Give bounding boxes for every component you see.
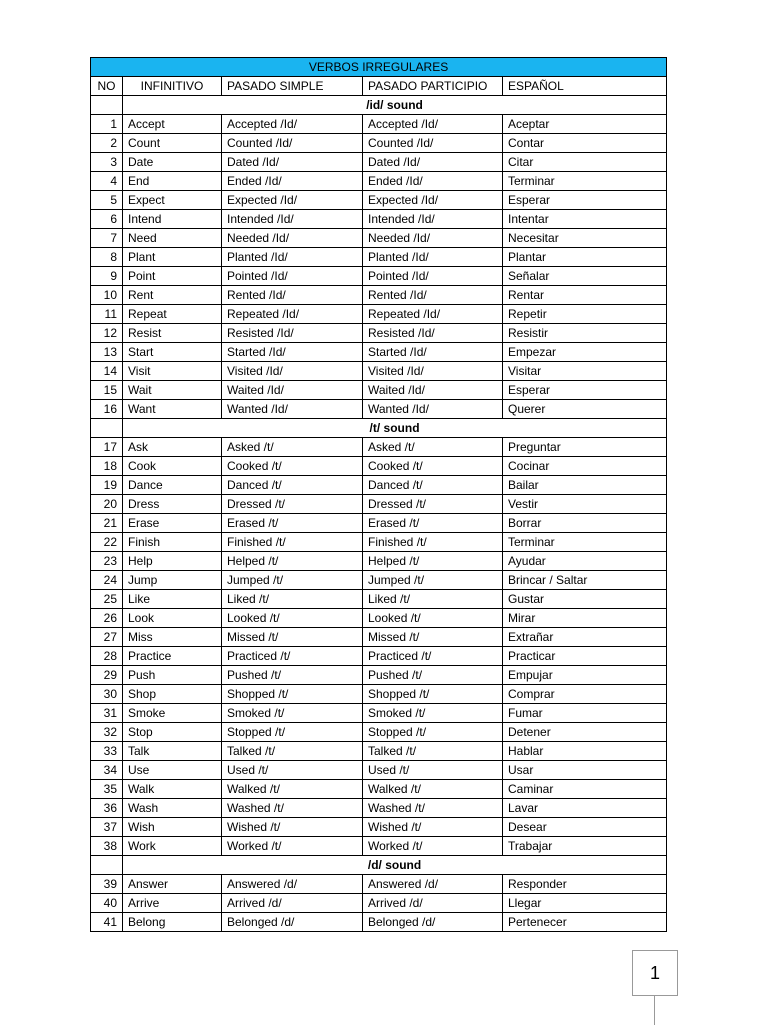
cell-pasado-participio: Waited /Id/ (363, 381, 503, 400)
cell-espanol: Esperar (503, 381, 667, 400)
cell-infinitivo: Answer (123, 875, 222, 894)
table-row (91, 305, 667, 324)
cell-no: 13 (91, 343, 123, 362)
cell-pasado-simple: Worked /t/ (222, 837, 363, 856)
table-row (91, 761, 667, 780)
cell-pasado-participio: Resisted /Id/ (363, 324, 503, 343)
cell-infinitivo: Help (123, 552, 222, 571)
table-row (91, 210, 667, 229)
cell-pasado-participio: Stopped /t/ (363, 723, 503, 742)
cell-infinitivo: Look (123, 609, 222, 628)
cell-pasado-simple: Shopped /t/ (222, 685, 363, 704)
verbs-table (90, 57, 667, 932)
cell-no: 35 (91, 780, 123, 799)
table-row (91, 723, 667, 742)
cell-pasado-simple: Waited /Id/ (222, 381, 363, 400)
cell-pasado-simple: Used /t/ (222, 761, 363, 780)
table-row (91, 286, 667, 305)
cell-pasado-participio: Talked /t/ (363, 742, 503, 761)
cell-espanol: Contar (503, 134, 667, 153)
cell-pasado-simple: Danced /t/ (222, 476, 363, 495)
cell-pasado-participio: Washed /t/ (363, 799, 503, 818)
table-row (91, 742, 667, 761)
cell-pasado-simple: Expected /Id/ (222, 191, 363, 210)
cell-pasado-simple: Needed /Id/ (222, 229, 363, 248)
cell-infinitivo: Date (123, 153, 222, 172)
cell-infinitivo: Rent (123, 286, 222, 305)
cell-infinitivo: Cook (123, 457, 222, 476)
cell-pasado-simple: Planted /Id/ (222, 248, 363, 267)
cell-infinitivo: Ask (123, 438, 222, 457)
cell-pasado-simple: Smoked /t/ (222, 704, 363, 723)
cell-pasado-participio: Arrived /d/ (363, 894, 503, 913)
cell-pasado-simple: Started /Id/ (222, 343, 363, 362)
table-row (91, 647, 667, 666)
cell-espanol: Plantar (503, 248, 667, 267)
cell-espanol: Terminar (503, 172, 667, 191)
table-row (91, 267, 667, 286)
table-row (91, 362, 667, 381)
cell-infinitivo: Need (123, 229, 222, 248)
cell-pasado-participio: Repeated /Id/ (363, 305, 503, 324)
cell-no: 19 (91, 476, 123, 495)
cell-pasado-participio: Jumped /t/ (363, 571, 503, 590)
table-row (91, 533, 667, 552)
cell-no: 27 (91, 628, 123, 647)
cell-pasado-simple: Erased /t/ (222, 514, 363, 533)
cell-no: 39 (91, 875, 123, 894)
cell-espanol: Rentar (503, 286, 667, 305)
cell-pasado-simple: Wanted /Id/ (222, 400, 363, 419)
cell-pasado-simple: Counted /Id/ (222, 134, 363, 153)
cell-no: 12 (91, 324, 123, 343)
cell-espanol: Gustar (503, 590, 667, 609)
cell-infinitivo: Wash (123, 799, 222, 818)
cell-pasado-simple: Accepted /Id/ (222, 115, 363, 134)
table-row (91, 457, 667, 476)
cell-pasado-simple: Liked /t/ (222, 590, 363, 609)
cell-pasado-simple: Jumped /t/ (222, 571, 363, 590)
cell-no: 33 (91, 742, 123, 761)
cell-infinitivo: Smoke (123, 704, 222, 723)
cell-infinitivo: Count (123, 134, 222, 153)
cell-pasado-participio: Used /t/ (363, 761, 503, 780)
cell-infinitivo: End (123, 172, 222, 191)
table-row (91, 818, 667, 837)
table-row (91, 191, 667, 210)
cell-espanol: Hablar (503, 742, 667, 761)
cell-pasado-participio: Danced /t/ (363, 476, 503, 495)
cell-no: 37 (91, 818, 123, 837)
cell-pasado-participio: Practiced /t/ (363, 647, 503, 666)
cell-no: 30 (91, 685, 123, 704)
cell-pasado-simple: Pushed /t/ (222, 666, 363, 685)
cell-infinitivo: Shop (123, 685, 222, 704)
section-row (91, 856, 667, 875)
cell-pasado-simple: Asked /t/ (222, 438, 363, 457)
cell-pasado-simple: Resisted /Id/ (222, 324, 363, 343)
cell-pasado-simple: Dated /Id/ (222, 153, 363, 172)
section-row (91, 419, 667, 438)
header-infinitivo: INFINITIVO (123, 77, 222, 96)
page-number: 1 (649, 962, 660, 983)
table-row (91, 324, 667, 343)
cell-infinitivo: Erase (123, 514, 222, 533)
cell-pasado-participio: Wanted /Id/ (363, 400, 503, 419)
section-label: /id/ sound (123, 96, 667, 115)
cell-infinitivo: Wish (123, 818, 222, 837)
cell-infinitivo: Intend (123, 210, 222, 229)
cell-pasado-simple: Arrived /d/ (222, 894, 363, 913)
cell-pasado-simple: Helped /t/ (222, 552, 363, 571)
header-row (91, 77, 667, 96)
cell-no: 24 (91, 571, 123, 590)
cell-no: 28 (91, 647, 123, 666)
page-number-line (654, 995, 655, 1025)
header-pasado-participio: PASADO PARTICIPIO (363, 77, 503, 96)
cell-pasado-simple: Walked /t/ (222, 780, 363, 799)
title-row (91, 58, 667, 77)
cell-no: 21 (91, 514, 123, 533)
cell-espanol: Aceptar (503, 115, 667, 134)
cell-espanol: Intentar (503, 210, 667, 229)
table-row (91, 704, 667, 723)
cell-pasado-participio: Planted /Id/ (363, 248, 503, 267)
cell-pasado-simple: Answered /d/ (222, 875, 363, 894)
cell-infinitivo: Practice (123, 647, 222, 666)
cell-infinitivo: Walk (123, 780, 222, 799)
table-row (91, 514, 667, 533)
cell-no: 15 (91, 381, 123, 400)
cell-pasado-simple: Practiced /t/ (222, 647, 363, 666)
cell-pasado-participio: Looked /t/ (363, 609, 503, 628)
cell-infinitivo: Like (123, 590, 222, 609)
cell-espanol: Detener (503, 723, 667, 742)
cell-no: 38 (91, 837, 123, 856)
page-number-box (632, 950, 678, 996)
table-row (91, 780, 667, 799)
cell-pasado-simple: Pointed /Id/ (222, 267, 363, 286)
cell-espanol: Repetir (503, 305, 667, 324)
table-row (91, 115, 667, 134)
table-row (91, 875, 667, 894)
cell-infinitivo: Work (123, 837, 222, 856)
cell-espanol: Resistir (503, 324, 667, 343)
cell-pasado-simple: Looked /t/ (222, 609, 363, 628)
table-row (91, 685, 667, 704)
table-title: VERBOS IRREGULARES (91, 58, 667, 77)
table-row (91, 913, 667, 932)
cell-no: 34 (91, 761, 123, 780)
cell-infinitivo: Wait (123, 381, 222, 400)
cell-no: 31 (91, 704, 123, 723)
cell-espanol: Comprar (503, 685, 667, 704)
cell-pasado-simple: Ended /Id/ (222, 172, 363, 191)
table-row (91, 400, 667, 419)
cell-espanol: Trabajar (503, 837, 667, 856)
cell-no: 9 (91, 267, 123, 286)
cell-pasado-participio: Asked /t/ (363, 438, 503, 457)
table-row (91, 343, 667, 362)
cell-pasado-participio: Pointed /Id/ (363, 267, 503, 286)
cell-pasado-participio: Walked /t/ (363, 780, 503, 799)
table-row (91, 609, 667, 628)
table-row (91, 552, 667, 571)
cell-infinitivo: Plant (123, 248, 222, 267)
table-row (91, 438, 667, 457)
cell-no: 5 (91, 191, 123, 210)
cell-infinitivo: Visit (123, 362, 222, 381)
cell-pasado-participio: Helped /t/ (363, 552, 503, 571)
cell-infinitivo: Jump (123, 571, 222, 590)
cell-espanol: Mirar (503, 609, 667, 628)
cell-no: 10 (91, 286, 123, 305)
cell-no: 16 (91, 400, 123, 419)
section-spacer-cell (91, 419, 123, 438)
cell-pasado-participio: Liked /t/ (363, 590, 503, 609)
cell-espanol: Llegar (503, 894, 667, 913)
cell-no: 20 (91, 495, 123, 514)
cell-espanol: Señalar (503, 267, 667, 286)
table-row (91, 153, 667, 172)
cell-espanol: Cocinar (503, 457, 667, 476)
cell-infinitivo: Arrive (123, 894, 222, 913)
cell-espanol: Ayudar (503, 552, 667, 571)
cell-infinitivo: Accept (123, 115, 222, 134)
cell-pasado-participio: Cooked /t/ (363, 457, 503, 476)
cell-no: 22 (91, 533, 123, 552)
table-row (91, 476, 667, 495)
cell-infinitivo: Repeat (123, 305, 222, 324)
cell-espanol: Empezar (503, 343, 667, 362)
cell-pasado-participio: Accepted /Id/ (363, 115, 503, 134)
table-row (91, 799, 667, 818)
cell-pasado-simple: Belonged /d/ (222, 913, 363, 932)
cell-espanol: Practicar (503, 647, 667, 666)
section-spacer-cell (91, 96, 123, 115)
section-label: /d/ sound (123, 856, 667, 875)
cell-infinitivo: Finish (123, 533, 222, 552)
cell-pasado-participio: Expected /Id/ (363, 191, 503, 210)
cell-pasado-participio: Intended /Id/ (363, 210, 503, 229)
cell-no: 29 (91, 666, 123, 685)
cell-pasado-simple: Wished /t/ (222, 818, 363, 837)
cell-pasado-participio: Answered /d/ (363, 875, 503, 894)
cell-infinitivo: Expect (123, 191, 222, 210)
cell-pasado-participio: Needed /Id/ (363, 229, 503, 248)
cell-infinitivo: Stop (123, 723, 222, 742)
cell-no: 25 (91, 590, 123, 609)
cell-espanol: Responder (503, 875, 667, 894)
table-row (91, 628, 667, 647)
cell-no: 8 (91, 248, 123, 267)
cell-no: 18 (91, 457, 123, 476)
cell-pasado-participio: Finished /t/ (363, 533, 503, 552)
cell-infinitivo: Want (123, 400, 222, 419)
cell-no: 36 (91, 799, 123, 818)
cell-espanol: Vestir (503, 495, 667, 514)
table-row (91, 248, 667, 267)
cell-espanol: Preguntar (503, 438, 667, 457)
section-spacer-cell (91, 856, 123, 875)
table-row (91, 837, 667, 856)
cell-infinitivo: Belong (123, 913, 222, 932)
cell-espanol: Extrañar (503, 628, 667, 647)
cell-pasado-simple: Talked /t/ (222, 742, 363, 761)
cell-espanol: Terminar (503, 533, 667, 552)
cell-pasado-participio: Ended /Id/ (363, 172, 503, 191)
cell-infinitivo: Start (123, 343, 222, 362)
cell-pasado-participio: Counted /Id/ (363, 134, 503, 153)
cell-espanol: Usar (503, 761, 667, 780)
cell-infinitivo: Miss (123, 628, 222, 647)
cell-no: 3 (91, 153, 123, 172)
cell-no: 2 (91, 134, 123, 153)
cell-no: 4 (91, 172, 123, 191)
cell-no: 7 (91, 229, 123, 248)
cell-infinitivo: Push (123, 666, 222, 685)
cell-pasado-participio: Shopped /t/ (363, 685, 503, 704)
cell-pasado-participio: Missed /t/ (363, 628, 503, 647)
table-row (91, 381, 667, 400)
section-row (91, 96, 667, 115)
cell-pasado-participio: Pushed /t/ (363, 666, 503, 685)
cell-pasado-participio: Smoked /t/ (363, 704, 503, 723)
table-row (91, 172, 667, 191)
cell-pasado-participio: Erased /t/ (363, 514, 503, 533)
table-row (91, 666, 667, 685)
cell-no: 40 (91, 894, 123, 913)
cell-pasado-participio: Wished /t/ (363, 818, 503, 837)
cell-no: 32 (91, 723, 123, 742)
cell-pasado-participio: Belonged /d/ (363, 913, 503, 932)
cell-no: 26 (91, 609, 123, 628)
cell-no: 11 (91, 305, 123, 324)
header-no: NO (91, 77, 123, 96)
cell-pasado-simple: Intended /Id/ (222, 210, 363, 229)
cell-pasado-simple: Repeated /Id/ (222, 305, 363, 324)
cell-espanol: Visitar (503, 362, 667, 381)
cell-espanol: Bailar (503, 476, 667, 495)
cell-infinitivo: Use (123, 761, 222, 780)
cell-no: 17 (91, 438, 123, 457)
cell-pasado-participio: Dated /Id/ (363, 153, 503, 172)
cell-espanol: Brincar / Saltar (503, 571, 667, 590)
table-row (91, 571, 667, 590)
cell-infinitivo: Dance (123, 476, 222, 495)
cell-espanol: Querer (503, 400, 667, 419)
cell-pasado-participio: Dressed /t/ (363, 495, 503, 514)
header-espanol: ESPAÑOL (503, 77, 667, 96)
cell-pasado-simple: Stopped /t/ (222, 723, 363, 742)
cell-pasado-simple: Finished /t/ (222, 533, 363, 552)
cell-infinitivo: Dress (123, 495, 222, 514)
cell-no: 6 (91, 210, 123, 229)
cell-pasado-simple: Missed /t/ (222, 628, 363, 647)
verbs-table-body (91, 58, 667, 932)
cell-no: 23 (91, 552, 123, 571)
cell-espanol: Borrar (503, 514, 667, 533)
cell-espanol: Necesitar (503, 229, 667, 248)
cell-pasado-simple: Visited /Id/ (222, 362, 363, 381)
cell-pasado-simple: Rented /Id/ (222, 286, 363, 305)
cell-no: 41 (91, 913, 123, 932)
table-row (91, 894, 667, 913)
section-label: /t/ sound (123, 419, 667, 438)
cell-pasado-participio: Worked /t/ (363, 837, 503, 856)
cell-espanol: Caminar (503, 780, 667, 799)
cell-no: 14 (91, 362, 123, 381)
table-row (91, 495, 667, 514)
cell-infinitivo: Talk (123, 742, 222, 761)
cell-espanol: Esperar (503, 191, 667, 210)
cell-pasado-simple: Washed /t/ (222, 799, 363, 818)
cell-pasado-simple: Cooked /t/ (222, 457, 363, 476)
table-row (91, 229, 667, 248)
cell-pasado-simple: Dressed /t/ (222, 495, 363, 514)
cell-espanol: Lavar (503, 799, 667, 818)
header-pasado-simple: PASADO SIMPLE (222, 77, 363, 96)
cell-pasado-participio: Started /Id/ (363, 343, 503, 362)
cell-espanol: Fumar (503, 704, 667, 723)
table-row (91, 590, 667, 609)
cell-espanol: Desear (503, 818, 667, 837)
cell-pasado-participio: Rented /Id/ (363, 286, 503, 305)
cell-espanol: Pertenecer (503, 913, 667, 932)
cell-pasado-participio: Visited /Id/ (363, 362, 503, 381)
cell-espanol: Empujar (503, 666, 667, 685)
cell-infinitivo: Resist (123, 324, 222, 343)
cell-no: 1 (91, 115, 123, 134)
table-row (91, 134, 667, 153)
cell-infinitivo: Point (123, 267, 222, 286)
cell-espanol: Citar (503, 153, 667, 172)
